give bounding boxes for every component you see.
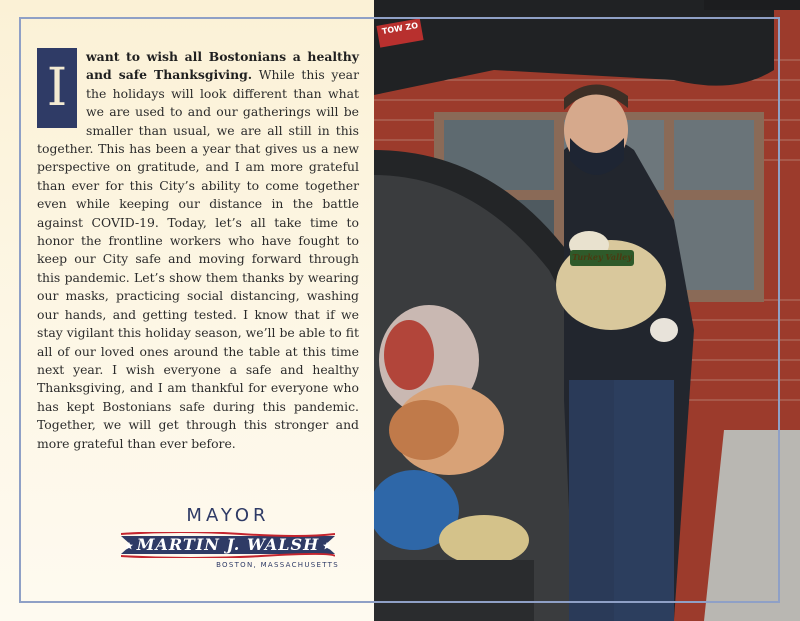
- logo-title: MAYOR: [186, 505, 270, 526]
- mayor-logo: [117, 505, 339, 577]
- letter-lead: want to wish all Bostonians a healthy and safe Thanksgiving.: [86, 49, 359, 83]
- turkey-bag-label: Turkey Valley: [572, 252, 632, 262]
- tow-zone-sign: TOW ZO: [381, 20, 419, 37]
- letter-text: [37, 48, 359, 453]
- logo-subtitle: BOSTON, MASSACHUSETTS: [216, 561, 339, 569]
- drop-cap: I: [37, 48, 77, 128]
- logo-name: MARTIN J. WALSH: [136, 535, 320, 554]
- mayor-photo: [374, 0, 800, 621]
- letter-body: While this year the holidays will look different than what we are used to and our gatherings will be smaller than usual, we are all still in this together. This has been a year that gives us a new perspective on gratitude, and I am more grateful than ever for this City’s ability to come together even while keeping our distance in the battle against COVID-19. Today, let’s all take time to honor the frontline workers who have fought to keep our City safe and moving forward through this pandemic. Let’s show them thanks by wearing our masks, practicing social distancing, washing our hands, and getting tested. I know that if we stay vigilant this holiday season, we’ll be able to fit all of our loved ones around the table at this time next year. I wish everyone a safe and healthy Thanksgiving, and I am thankful for everyone who has kept Bostonians safe during this pandemic. Together, we will get through this stronger and more grateful than ever before.: [37, 67, 359, 451]
